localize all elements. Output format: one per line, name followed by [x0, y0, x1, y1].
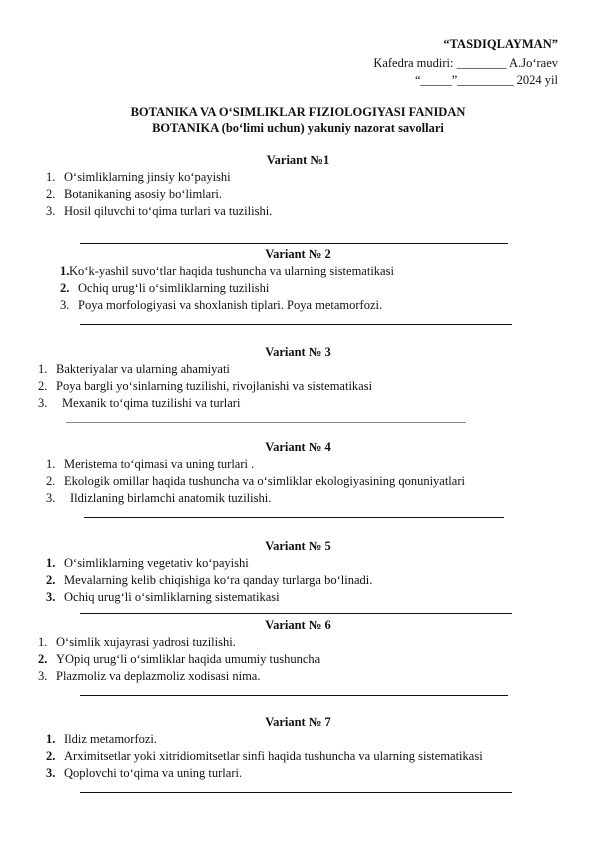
divider	[80, 792, 512, 793]
document-title-line2: BOTANIKA (bo‘limi uchun) yakuniy nazorat savollari	[152, 121, 444, 135]
question-item: 3. Poya morfologiyasi va shoxlanish tiplari. Poya metamorfozi.	[60, 298, 383, 312]
question-item: 2. Poya bargli yo‘sinlarning tuzilishi, rivojlanishi va sistematikasi	[38, 379, 373, 393]
question-item: 3. Ochiq urug‘li o‘simliklarning sistematikasi	[46, 590, 280, 604]
approval-heading: “TASDIQLAYMAN”	[443, 37, 558, 51]
approval-date: “_____”_________ 2024 yil	[414, 73, 558, 87]
question-item: 2. Mevalarning kelib chiqishiga ko‘ra qanday turlarga bo‘linadi.	[46, 573, 373, 587]
question-item: 3. Qoplovchi to‘qima va uning turlari.	[46, 766, 243, 780]
question-item: 1. O‘simliklarning vegetativ ko‘payishi	[46, 556, 249, 570]
question-item: 2. Ochiq urug‘li o‘simliklarning tuzilishi	[60, 281, 270, 295]
variant-title: Variant № 2	[265, 247, 331, 261]
divider	[66, 422, 466, 423]
question-item: 1. Bakteriyalar va ularning ahamiyati	[38, 362, 230, 376]
question-item: 2. Ekologik omillar haqida tushuncha va o‘simliklar ekologiyasining qonuniyatlari	[46, 474, 465, 488]
question-item: 1.Ko‘k-yashil suvo‘tlar haqida tushuncha va ularning sistematikasi	[60, 264, 394, 278]
divider	[80, 695, 508, 696]
variant-title: Variant № 3	[265, 345, 331, 359]
approval-kafedra: Kafedra mudiri: ________ A.Jo‘raev	[373, 56, 558, 70]
variant-title: Variant №1	[266, 153, 330, 167]
document-title-line1: BOTANIKA VA O‘SIMLIKLAR FIZIOLOGIYASI FANIDAN	[130, 105, 466, 119]
divider	[84, 517, 504, 518]
question-item: 1. Meristema to‘qimasi va uning turlari .	[46, 457, 255, 471]
question-item: 1. O‘simliklarning jinsiy ko‘payishi	[46, 170, 231, 184]
divider	[80, 613, 512, 614]
question-item: 3. Hosil qiluvchi to‘qima turlari va tuzilishi.	[46, 204, 273, 218]
question-item: 1. O‘simlik xujayrasi yadrosi tuzilishi.	[38, 635, 236, 649]
variant-title: Variant № 4	[265, 440, 331, 454]
variant-title: Variant № 5	[265, 539, 331, 553]
question-item: 1. Ildiz metamorfozi.	[46, 732, 158, 746]
divider	[80, 324, 512, 325]
question-item: 3. Ildizlaning birlamchi anatomik tuzilishi.	[46, 491, 272, 505]
question-item: 2. Arximitsetlar yoki xitridiomitsetlar sinfi haqida tushuncha va ularning sistematikasi	[46, 749, 483, 763]
question-item: 2. Botanikaning asosiy bo‘limlari.	[46, 187, 222, 201]
question-item: 3. Plazmoliz va deplazmoliz xodisasi nima.	[38, 669, 261, 683]
variant-title: Variant № 6	[265, 618, 331, 632]
question-item: 2. YOpiq urug‘li o‘simliklar haqida umumiy tushuncha	[38, 652, 321, 666]
divider	[80, 243, 508, 244]
variant-title: Variant № 7	[265, 715, 331, 729]
question-item: 3. Mexanik to‘qima tuzilishi va turlari	[38, 396, 241, 410]
